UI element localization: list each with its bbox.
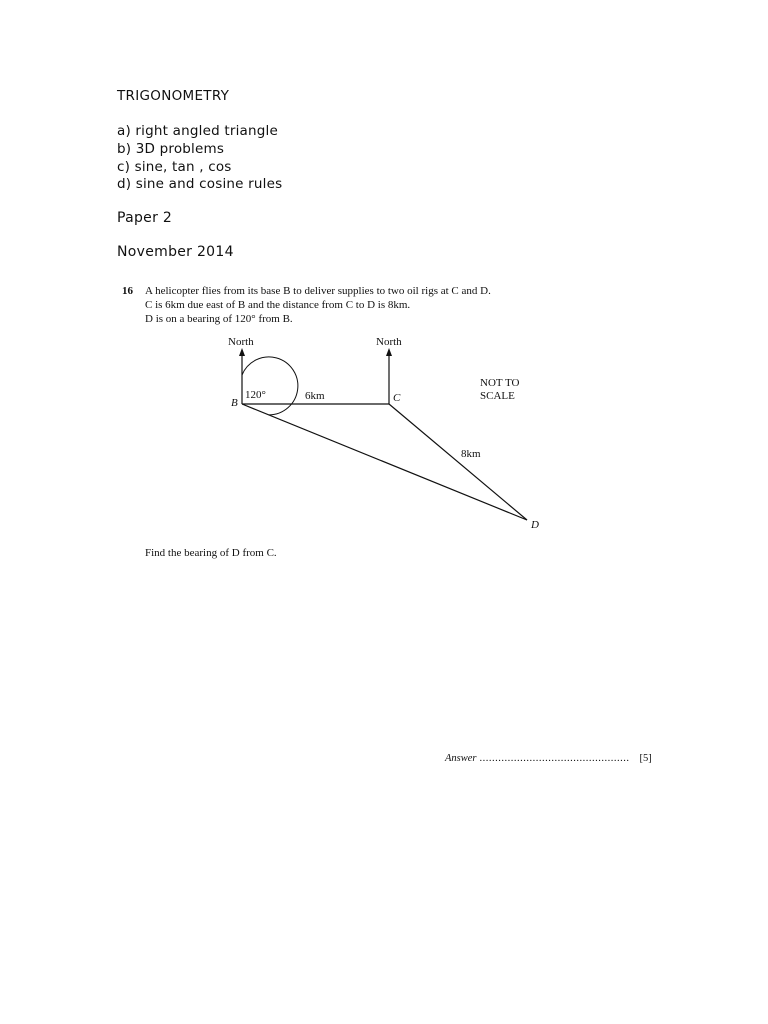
north-arrow-b-icon bbox=[239, 348, 245, 356]
north-label-c: North bbox=[376, 336, 402, 348]
topic-item: b) 3D problems bbox=[117, 141, 225, 157]
topic-item: c) sine, tan , cos bbox=[117, 159, 232, 175]
question-text-line-2: C is 6km due east of B and the distance from C to D is 8km. bbox=[145, 299, 411, 311]
north-arrow-c-icon bbox=[386, 348, 392, 356]
point-c-label: C bbox=[393, 392, 401, 404]
question-number: 16 bbox=[122, 285, 133, 297]
answer-label: Answer bbox=[445, 753, 477, 764]
angle-label: 120° bbox=[245, 389, 266, 401]
question-prompt: Find the bearing of D from C. bbox=[145, 547, 277, 559]
paper-label: Paper 2 bbox=[117, 210, 173, 226]
bc-length-label: 6km bbox=[305, 390, 325, 402]
question-text-line-3: D is on a bearing of 120° from B. bbox=[145, 313, 293, 325]
point-b-label: B bbox=[231, 397, 238, 409]
topic-item: a) right angled triangle bbox=[117, 123, 279, 139]
angle-arc-b bbox=[242, 357, 298, 415]
scale-note-line-2: SCALE bbox=[480, 390, 515, 402]
segment-bd bbox=[242, 404, 527, 520]
session-label: November 2014 bbox=[117, 244, 234, 260]
point-d-label: D bbox=[531, 519, 539, 531]
segment-cd bbox=[389, 404, 527, 520]
marks-label: [5] bbox=[639, 753, 652, 764]
answer-blank[interactable]: ................................................ bbox=[479, 753, 630, 764]
cd-length-label: 8km bbox=[461, 448, 481, 460]
answer-line bbox=[445, 753, 652, 764]
north-label-b: North bbox=[228, 336, 254, 348]
question-text-line-1: A helicopter flies from its base B to deliver supplies to two oil rigs at C and D. bbox=[145, 285, 491, 297]
topic-item: d) sine and cosine rules bbox=[117, 176, 283, 192]
page-title: TRIGONOMETRY bbox=[117, 88, 230, 104]
scale-note-line-1: NOT TO bbox=[480, 377, 520, 389]
